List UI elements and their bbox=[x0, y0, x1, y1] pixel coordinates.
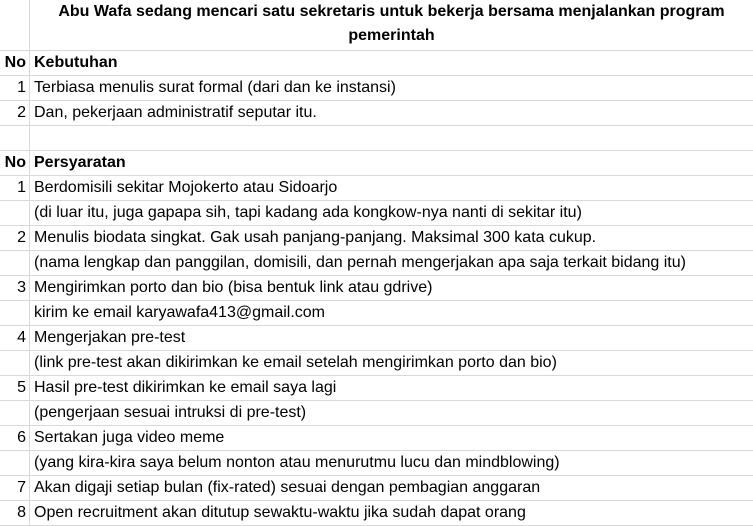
row-note-cell[interactable]: (pengerjaan sesuai intruksi di pre-test) bbox=[34, 404, 307, 421]
row-text-cell[interactable]: Mengirimkan porto dan bio (bisa bentuk link atau gdrive) bbox=[34, 279, 433, 296]
cell-a-title[interactable] bbox=[0, 0, 30, 50]
row-number-cell[interactable]: 3 bbox=[0, 276, 30, 300]
no-header-cell[interactable]: No bbox=[0, 51, 30, 75]
title-line-1: Abu Wafa sedang mencari satu sekretaris untuk bekerja bersama menjalankan program bbox=[58, 3, 725, 20]
table-row[interactable] bbox=[0, 351, 753, 376]
row-text-cell[interactable]: Menulis biodata singkat. Gak usah panjang-panjang. Maksimal 300 kata cukup. bbox=[34, 229, 597, 246]
row-number-cell[interactable]: 1 bbox=[0, 176, 30, 200]
row-number-cell[interactable] bbox=[0, 301, 30, 325]
row-note-cell[interactable]: kirim ke email karyawafa413@gmail.com bbox=[34, 304, 325, 321]
kebutuhan-header-cell[interactable]: Kebutuhan bbox=[34, 54, 118, 71]
row-number-cell[interactable]: 7 bbox=[0, 476, 30, 500]
row-number-cell[interactable]: 6 bbox=[0, 426, 30, 450]
table-row[interactable] bbox=[0, 476, 753, 501]
table-row[interactable] bbox=[0, 301, 753, 326]
title-line-2: pemerintah bbox=[348, 27, 435, 44]
row-text-cell[interactable]: Sertakan juga video meme bbox=[34, 429, 225, 446]
table-row[interactable] bbox=[0, 276, 753, 301]
table-row[interactable] bbox=[0, 376, 753, 401]
row-text-cell[interactable]: Open recruitment akan ditutup sewaktu-waktu jika sudah dapat orang bbox=[34, 504, 526, 521]
row-number-cell[interactable]: 5 bbox=[0, 376, 30, 400]
table-row[interactable] bbox=[0, 201, 753, 226]
row-number-cell[interactable]: 2 bbox=[0, 226, 30, 250]
row-number-cell[interactable]: 1 bbox=[0, 76, 30, 100]
table-row[interactable] bbox=[0, 501, 753, 526]
table-row[interactable] bbox=[0, 451, 753, 476]
no-header-cell[interactable]: No bbox=[0, 151, 30, 175]
row-text-cell[interactable]: Terbiasa menulis surat formal (dari dan ke instansi) bbox=[34, 79, 396, 96]
row-number-cell[interactable] bbox=[0, 451, 30, 475]
row-text-cell[interactable]: Akan digaji setiap bulan (fix-rated) sesuai dengan pembagian anggaran bbox=[34, 479, 541, 496]
row-number-cell[interactable]: 8 bbox=[0, 501, 30, 525]
row-number-cell[interactable]: 2 bbox=[0, 101, 30, 125]
row-number-cell[interactable] bbox=[0, 401, 30, 425]
table-row[interactable] bbox=[0, 401, 753, 426]
row-text-cell[interactable]: Hasil pre-test dikirimkan ke email saya lagi bbox=[34, 379, 337, 396]
row-text-cell[interactable]: Mengerjakan pre-test bbox=[34, 329, 186, 346]
empty-cell-b[interactable] bbox=[30, 126, 753, 150]
title-row[interactable] bbox=[0, 0, 753, 51]
table-row[interactable] bbox=[0, 251, 753, 276]
kebutuhan-header-row[interactable] bbox=[0, 51, 753, 76]
row-number-cell[interactable]: 4 bbox=[0, 326, 30, 350]
empty-row[interactable] bbox=[0, 126, 753, 151]
persyaratan-header-row[interactable] bbox=[0, 151, 753, 176]
row-note-cell[interactable]: (nama lengkap dan panggilan, domisili, dan pernah mengerjakan apa saja terkait bidang itu) bbox=[34, 254, 686, 271]
table-row[interactable] bbox=[0, 226, 753, 251]
table-row[interactable] bbox=[0, 426, 753, 451]
row-text-cell[interactable]: Berdomisili sekitar Mojokerto atau Sidoarjo bbox=[34, 179, 338, 196]
row-number-cell[interactable] bbox=[0, 201, 30, 225]
title-cell[interactable] bbox=[30, 0, 753, 50]
table-row[interactable] bbox=[0, 176, 753, 201]
row-note-cell[interactable]: (yang kira-kira saya belum nonton atau menurutmu lucu dan mindblowing) bbox=[34, 454, 560, 471]
persyaratan-header-cell[interactable]: Persyaratan bbox=[34, 154, 126, 171]
table-row[interactable] bbox=[0, 326, 753, 351]
table-row[interactable] bbox=[0, 101, 753, 126]
table-row[interactable] bbox=[0, 76, 753, 101]
row-number-cell[interactable] bbox=[0, 351, 30, 375]
row-note-cell[interactable]: (link pre-test akan dikirimkan ke email setelah mengirimkan porto dan bio) bbox=[34, 354, 557, 371]
empty-cell-a[interactable] bbox=[0, 126, 30, 150]
row-note-cell[interactable]: (di luar itu, juga gapapa sih, tapi kadang ada kongkow-nya nanti di sekitar itu) bbox=[34, 204, 582, 221]
row-number-cell[interactable] bbox=[0, 251, 30, 275]
row-text-cell[interactable]: Dan, pekerjaan administratif seputar itu. bbox=[34, 104, 317, 121]
